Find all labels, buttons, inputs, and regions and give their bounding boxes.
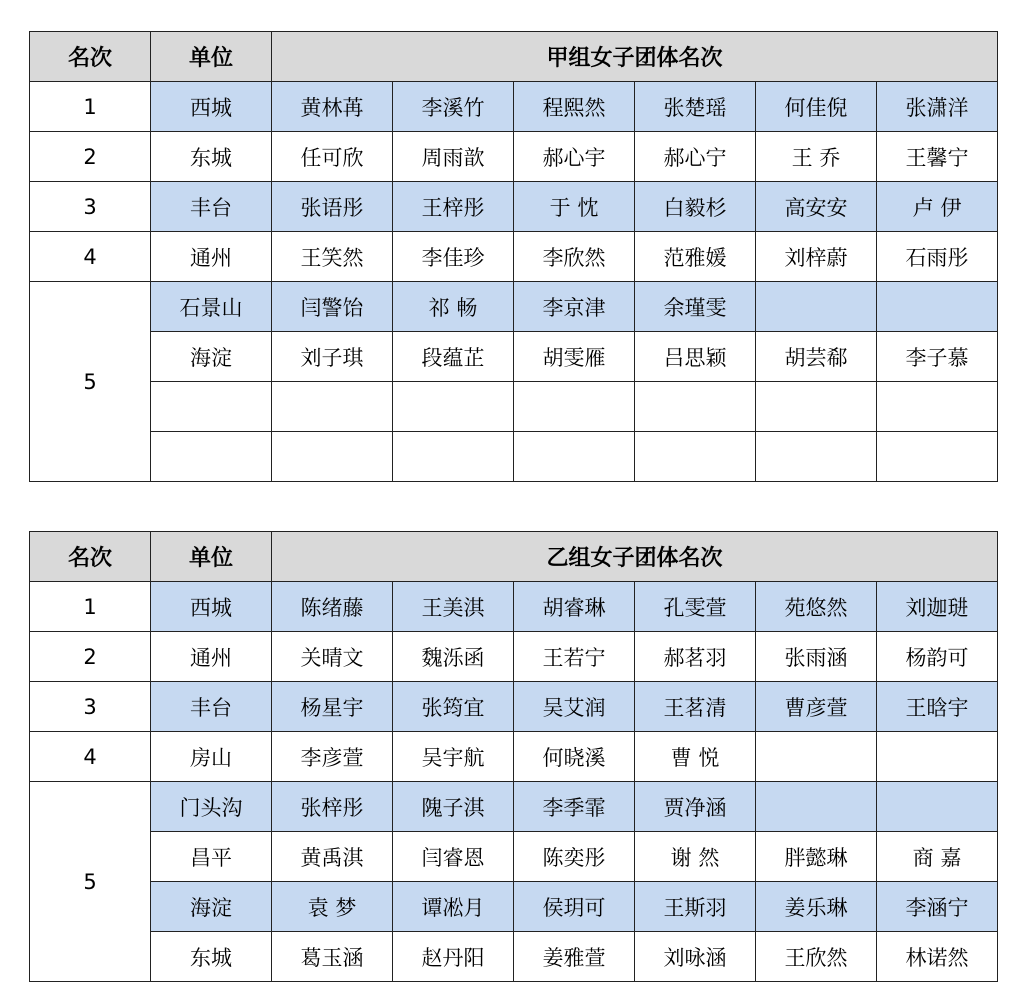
athlete-name-cell: 魏泺函 (393, 632, 514, 682)
athlete-name-cell (877, 782, 998, 832)
table-row (30, 282, 998, 332)
unit-header: 单位 (151, 32, 272, 82)
athlete-name-cell: 苑悠然 (756, 582, 877, 632)
athlete-name-cell: 孔雯萱 (635, 582, 756, 632)
unit-cell: 昌平 (151, 832, 272, 882)
athlete-name-cell: 曹彦萱 (756, 682, 877, 732)
athlete-name-cell (877, 382, 998, 432)
group-a-ranking-table (29, 31, 998, 482)
athlete-name-cell: 杨韵可 (877, 632, 998, 682)
athlete-name-cell: 范雅媛 (635, 232, 756, 282)
table-row (30, 782, 998, 832)
athlete-name-cell: 于 忱 (514, 182, 635, 232)
rank-cell: 1 (30, 582, 151, 632)
group-b-ranking-table (29, 531, 998, 982)
athlete-name-cell: 陈奕彤 (514, 832, 635, 882)
athlete-name-cell: 刘咏涵 (635, 932, 756, 982)
athlete-name-cell: 吴艾润 (514, 682, 635, 732)
athlete-name-cell: 王美淇 (393, 582, 514, 632)
table-row (30, 732, 998, 782)
athlete-name-cell: 张雨涵 (756, 632, 877, 682)
table-row (30, 432, 998, 482)
athlete-name-cell: 王 乔 (756, 132, 877, 182)
athlete-name-cell: 高安安 (756, 182, 877, 232)
athlete-name-cell: 林诺然 (877, 932, 998, 982)
athlete-name-cell: 余瑾雯 (635, 282, 756, 332)
athlete-name-cell (756, 382, 877, 432)
athlete-name-cell: 杨星宇 (272, 682, 393, 732)
athlete-name-cell: 吕思颖 (635, 332, 756, 382)
athlete-name-cell (272, 382, 393, 432)
athlete-name-cell (635, 432, 756, 482)
rank-cell: 4 (30, 732, 151, 782)
athlete-name-cell: 郝心宁 (635, 132, 756, 182)
unit-cell: 房山 (151, 732, 272, 782)
athlete-name-cell: 隗子淇 (393, 782, 514, 832)
unit-header: 单位 (151, 532, 272, 582)
athlete-name-cell: 胡芸郗 (756, 332, 877, 382)
unit-cell: 丰台 (151, 682, 272, 732)
athlete-name-cell: 王笑然 (272, 232, 393, 282)
table-row (30, 632, 998, 682)
athlete-name-cell (756, 732, 877, 782)
athlete-name-cell (393, 382, 514, 432)
unit-cell: 海淀 (151, 332, 272, 382)
athlete-name-cell: 商 嘉 (877, 832, 998, 882)
rank-cell: 4 (30, 232, 151, 282)
athlete-name-cell (272, 432, 393, 482)
athlete-name-cell (756, 782, 877, 832)
athlete-name-cell: 何佳倪 (756, 82, 877, 132)
unit-cell (151, 432, 272, 482)
athlete-name-cell: 张楚瑶 (635, 82, 756, 132)
group-title-header: 甲组女子团体名次 (272, 32, 998, 82)
athlete-name-cell (756, 282, 877, 332)
athlete-name-cell: 王馨宁 (877, 132, 998, 182)
athlete-name-cell (635, 382, 756, 432)
rank-cell: 3 (30, 182, 151, 232)
athlete-name-cell: 何晓溪 (514, 732, 635, 782)
rank-header: 名次 (30, 532, 151, 582)
athlete-name-cell: 郝心宇 (514, 132, 635, 182)
athlete-name-cell: 赵丹阳 (393, 932, 514, 982)
athlete-name-cell: 袁 梦 (272, 882, 393, 932)
athlete-name-cell: 祁 畅 (393, 282, 514, 332)
table-row (30, 232, 998, 282)
table-header-row (30, 532, 998, 582)
athlete-name-cell: 程熙然 (514, 82, 635, 132)
athlete-name-cell: 段蕴芷 (393, 332, 514, 382)
athlete-name-cell: 李彦萱 (272, 732, 393, 782)
athlete-name-cell: 王茗清 (635, 682, 756, 732)
unit-cell: 丰台 (151, 182, 272, 232)
athlete-name-cell (393, 432, 514, 482)
athlete-name-cell (877, 432, 998, 482)
athlete-name-cell: 吴宇航 (393, 732, 514, 782)
athlete-name-cell: 葛玉涵 (272, 932, 393, 982)
unit-cell: 东城 (151, 132, 272, 182)
athlete-name-cell: 李欣然 (514, 232, 635, 282)
table-row (30, 882, 998, 932)
athlete-name-cell: 张语彤 (272, 182, 393, 232)
athlete-name-cell: 王斯羽 (635, 882, 756, 932)
athlete-name-cell: 谭凇月 (393, 882, 514, 932)
athlete-name-cell: 李子慕 (877, 332, 998, 382)
unit-cell: 门头沟 (151, 782, 272, 832)
athlete-name-cell: 黄林苒 (272, 82, 393, 132)
athlete-name-cell: 李季霏 (514, 782, 635, 832)
athlete-name-cell: 刘子琪 (272, 332, 393, 382)
athlete-name-cell: 王晗宇 (877, 682, 998, 732)
rank-cell: 3 (30, 682, 151, 732)
athlete-name-cell: 李涵宁 (877, 882, 998, 932)
athlete-name-cell: 胡雯雁 (514, 332, 635, 382)
athlete-name-cell (756, 432, 877, 482)
athlete-name-cell: 姜乐琳 (756, 882, 877, 932)
table-row (30, 582, 998, 632)
athlete-name-cell: 刘迦琎 (877, 582, 998, 632)
table-row (30, 132, 998, 182)
rank-cell: 5 (30, 282, 151, 482)
unit-cell: 西城 (151, 582, 272, 632)
athlete-name-cell (514, 432, 635, 482)
athlete-name-cell: 黄禹淇 (272, 832, 393, 882)
athlete-name-cell: 王若宁 (514, 632, 635, 682)
table-row (30, 82, 998, 132)
athlete-name-cell: 胡睿琳 (514, 582, 635, 632)
athlete-name-cell: 闫警饴 (272, 282, 393, 332)
table-row (30, 932, 998, 982)
athlete-name-cell: 白毅杉 (635, 182, 756, 232)
athlete-name-cell: 李京津 (514, 282, 635, 332)
rank-cell: 1 (30, 82, 151, 132)
rank-cell: 5 (30, 782, 151, 982)
rank-cell: 2 (30, 132, 151, 182)
athlete-name-cell: 李佳珍 (393, 232, 514, 282)
athlete-name-cell: 侯玥可 (514, 882, 635, 932)
unit-cell (151, 382, 272, 432)
athlete-name-cell: 贾净涵 (635, 782, 756, 832)
unit-cell: 石景山 (151, 282, 272, 332)
athlete-name-cell: 姜雅萱 (514, 932, 635, 982)
athlete-name-cell: 张筠宜 (393, 682, 514, 732)
athlete-name-cell: 胖懿琳 (756, 832, 877, 882)
table-row (30, 682, 998, 732)
group-title-header: 乙组女子团体名次 (272, 532, 998, 582)
athlete-name-cell: 王欣然 (756, 932, 877, 982)
athlete-name-cell: 任可欣 (272, 132, 393, 182)
athlete-name-cell: 卢 伊 (877, 182, 998, 232)
unit-cell: 通州 (151, 632, 272, 682)
unit-cell: 东城 (151, 932, 272, 982)
athlete-name-cell (877, 732, 998, 782)
table-row (30, 832, 998, 882)
rank-cell: 2 (30, 632, 151, 682)
athlete-name-cell: 王梓彤 (393, 182, 514, 232)
athlete-name-cell: 谢 然 (635, 832, 756, 882)
athlete-name-cell: 张潇洋 (877, 82, 998, 132)
athlete-name-cell (877, 282, 998, 332)
unit-cell: 海淀 (151, 882, 272, 932)
unit-cell: 西城 (151, 82, 272, 132)
unit-cell: 通州 (151, 232, 272, 282)
athlete-name-cell: 曹 悦 (635, 732, 756, 782)
athlete-name-cell: 关晴文 (272, 632, 393, 682)
table-row (30, 332, 998, 382)
athlete-name-cell (514, 382, 635, 432)
table-header-row (30, 32, 998, 82)
rank-header: 名次 (30, 32, 151, 82)
athlete-name-cell: 周雨歆 (393, 132, 514, 182)
athlete-name-cell: 刘梓蔚 (756, 232, 877, 282)
athlete-name-cell: 石雨彤 (877, 232, 998, 282)
athlete-name-cell: 李溪竹 (393, 82, 514, 132)
athlete-name-cell: 郝茗羽 (635, 632, 756, 682)
athlete-name-cell: 张梓彤 (272, 782, 393, 832)
table-row (30, 382, 998, 432)
athlete-name-cell: 陈绪藤 (272, 582, 393, 632)
table-row (30, 182, 998, 232)
athlete-name-cell: 闫睿恩 (393, 832, 514, 882)
